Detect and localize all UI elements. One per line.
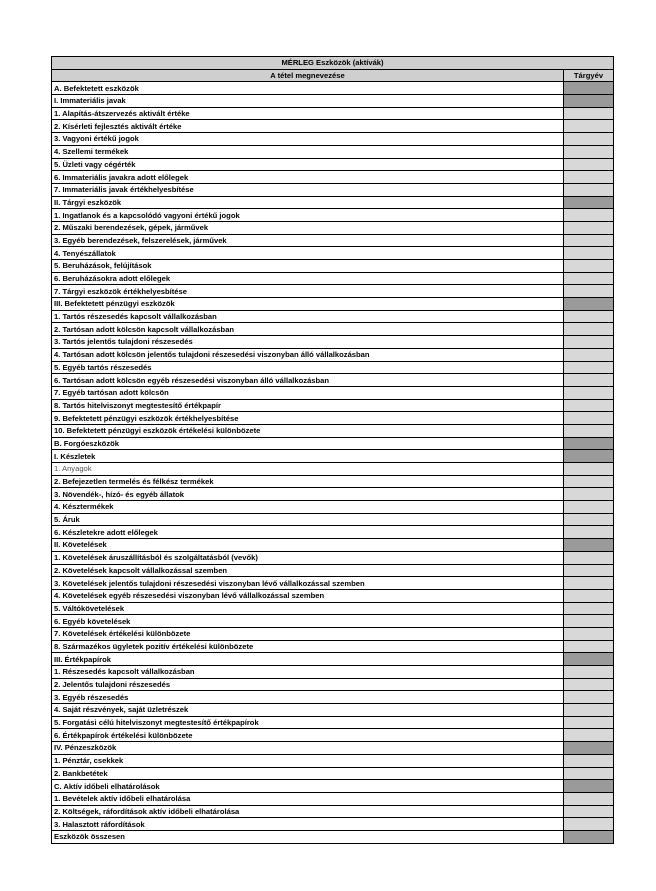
table-row bbox=[52, 691, 614, 704]
table-row bbox=[52, 348, 614, 361]
row-value-cell[interactable] bbox=[564, 247, 614, 260]
table-row bbox=[52, 374, 614, 387]
table-row bbox=[52, 475, 614, 488]
table-row bbox=[52, 805, 614, 818]
row-value-cell[interactable] bbox=[564, 412, 614, 425]
row-value-cell[interactable] bbox=[564, 450, 614, 463]
row-label: 1. Ingatlanok és a kapcsolódó vagyoni értékű jogok bbox=[52, 209, 564, 222]
row-value-cell[interactable] bbox=[564, 704, 614, 717]
row-value-cell[interactable] bbox=[564, 361, 614, 374]
row-value-cell[interactable] bbox=[564, 691, 614, 704]
table-row bbox=[52, 145, 614, 158]
row-value-cell[interactable] bbox=[564, 488, 614, 501]
row-label: 7. Immateriális javak értékhelyesbítése bbox=[52, 183, 564, 196]
row-value-cell[interactable] bbox=[564, 830, 614, 843]
table-row bbox=[52, 386, 614, 399]
row-value-cell[interactable] bbox=[564, 526, 614, 539]
row-value-cell[interactable] bbox=[564, 716, 614, 729]
row-value-cell[interactable] bbox=[564, 82, 614, 95]
row-label: 2. Költségek, ráfordítások aktív időbeli elhatárolása bbox=[52, 805, 564, 818]
row-label: 8. Származékos ügyletek pozitív értékelési különbözete bbox=[52, 640, 564, 653]
row-value-cell[interactable] bbox=[564, 513, 614, 526]
row-label: 1. Követelések áruszállításból és szolgáltatásból (vevők) bbox=[52, 551, 564, 564]
table-row bbox=[52, 716, 614, 729]
table-row bbox=[52, 754, 614, 767]
table-row bbox=[52, 196, 614, 209]
table-row bbox=[52, 412, 614, 425]
title-row bbox=[52, 57, 614, 70]
row-label: 4. Szellemi termékek bbox=[52, 145, 564, 158]
row-value-cell[interactable] bbox=[564, 95, 614, 108]
row-label: 4. Tenyészállatok bbox=[52, 247, 564, 260]
table-row bbox=[52, 310, 614, 323]
row-label: 5. Forgatási célú hitelviszonyt megtestesítő értékpapírok bbox=[52, 716, 564, 729]
table-row bbox=[52, 437, 614, 450]
row-label: 1. Pénztár, csekkek bbox=[52, 754, 564, 767]
row-label: Eszközök összesen bbox=[52, 830, 564, 843]
row-label: 2. Műszaki berendezések, gépek, járművek bbox=[52, 221, 564, 234]
row-label: 9. Befektetett pénzügyi eszközök értékhelyesbítése bbox=[52, 412, 564, 425]
row-value-cell[interactable] bbox=[564, 577, 614, 590]
row-value-cell[interactable] bbox=[564, 171, 614, 184]
row-value-cell[interactable] bbox=[564, 424, 614, 437]
row-label: III. Befektetett pénzügyi eszközök bbox=[52, 298, 564, 311]
row-label: 4. Tartósan adott kölcsön jelentős tulajdoni részesedési viszonyban álló vállalkozásban bbox=[52, 348, 564, 361]
table-row bbox=[52, 830, 614, 843]
row-value-cell[interactable] bbox=[564, 285, 614, 298]
table-row bbox=[52, 551, 614, 564]
row-label: 6. Készletekre adott előlegek bbox=[52, 526, 564, 539]
row-label: 7. Tárgyi eszközök értékhelyesbítése bbox=[52, 285, 564, 298]
row-label: 2. Kísérleti fejlesztés aktivált értéke bbox=[52, 120, 564, 133]
row-value-cell[interactable] bbox=[564, 564, 614, 577]
row-label: 3. Vagyoni értékű jogok bbox=[52, 133, 564, 146]
row-value-cell[interactable] bbox=[564, 792, 614, 805]
row-value-cell[interactable] bbox=[564, 767, 614, 780]
row-value-cell[interactable] bbox=[564, 158, 614, 171]
header-row bbox=[52, 69, 614, 82]
row-value-cell[interactable] bbox=[564, 234, 614, 247]
table-row bbox=[52, 704, 614, 717]
row-label: C. Aktív időbeli elhatárolások bbox=[52, 780, 564, 793]
row-value-cell[interactable] bbox=[564, 653, 614, 666]
row-label: 2. Befejezetlen termelés és félkész termékek bbox=[52, 475, 564, 488]
row-value-cell[interactable] bbox=[564, 336, 614, 349]
row-value-cell[interactable] bbox=[564, 272, 614, 285]
row-label: 6. Tartósan adott kölcsön egyéb részesedési viszonyban álló vállalkozásban bbox=[52, 374, 564, 387]
table-row bbox=[52, 323, 614, 336]
row-label: 6. Értékpapírok értékelési különbözete bbox=[52, 729, 564, 742]
row-label: III. Értékpapírok bbox=[52, 653, 564, 666]
row-value-cell[interactable] bbox=[564, 107, 614, 120]
row-value-cell[interactable] bbox=[564, 640, 614, 653]
row-label: 1. Részesedés kapcsolt vállalkozásban bbox=[52, 666, 564, 679]
table-row bbox=[52, 450, 614, 463]
row-label: 4. Késztermékek bbox=[52, 501, 564, 514]
row-value-cell[interactable] bbox=[564, 780, 614, 793]
row-label: 10. Befektetett pénzügyi eszközök értékelési különbözete bbox=[52, 424, 564, 437]
table-row bbox=[52, 539, 614, 552]
row-value-cell[interactable] bbox=[564, 805, 614, 818]
table-row bbox=[52, 564, 614, 577]
row-label: 5. Beruházások, felújítások bbox=[52, 260, 564, 273]
row-label: A. Befektetett eszközök bbox=[52, 82, 564, 95]
row-label: B. Forgóeszközök bbox=[52, 437, 564, 450]
row-label: 4. Saját részvények, saját üzletrészek bbox=[52, 704, 564, 717]
row-label: 6. Egyéb követelések bbox=[52, 615, 564, 628]
row-value-cell[interactable] bbox=[564, 475, 614, 488]
row-label: II. Tárgyi eszközök bbox=[52, 196, 564, 209]
row-label: 5. Egyéb tartós részesedés bbox=[52, 361, 564, 374]
row-label: 2. Jelentős tulajdoni részesedés bbox=[52, 678, 564, 691]
row-value-cell[interactable] bbox=[564, 818, 614, 831]
row-value-cell[interactable] bbox=[564, 678, 614, 691]
table-row bbox=[52, 424, 614, 437]
table-row bbox=[52, 107, 614, 120]
row-label: 2. Tartósan adott kölcsön kapcsolt vállalkozásban bbox=[52, 323, 564, 336]
row-value-cell[interactable] bbox=[564, 437, 614, 450]
table-row bbox=[52, 95, 614, 108]
row-label: 3. Egyéb berendezések, felszerelések, járművek bbox=[52, 234, 564, 247]
column-header-year: Tárgyév bbox=[564, 69, 614, 82]
table-row bbox=[52, 513, 614, 526]
row-value-cell[interactable] bbox=[564, 615, 614, 628]
row-label: 7. Követelések értékelési különbözete bbox=[52, 627, 564, 640]
table-row bbox=[52, 120, 614, 133]
row-value-cell[interactable] bbox=[564, 386, 614, 399]
row-value-cell[interactable] bbox=[564, 501, 614, 514]
row-label: 5. Áruk bbox=[52, 513, 564, 526]
table-row bbox=[52, 640, 614, 653]
row-value-cell[interactable] bbox=[564, 374, 614, 387]
row-label: 3. Halasztott ráfordítások bbox=[52, 818, 564, 831]
row-value-cell[interactable] bbox=[564, 183, 614, 196]
row-value-cell[interactable] bbox=[564, 298, 614, 311]
table-row bbox=[52, 133, 614, 146]
row-label: 3. Tartós jelentős tulajdoni részesedés bbox=[52, 336, 564, 349]
table-row bbox=[52, 792, 614, 805]
table-row bbox=[52, 209, 614, 222]
row-label: 7. Egyéb tartósan adott kölcsön bbox=[52, 386, 564, 399]
row-value-cell[interactable] bbox=[564, 602, 614, 615]
table-row bbox=[52, 361, 614, 374]
row-label: 1. Bevételek aktív időbeli elhatárolása bbox=[52, 792, 564, 805]
table-row bbox=[52, 627, 614, 640]
table-row bbox=[52, 260, 614, 273]
row-value-cell[interactable] bbox=[564, 666, 614, 679]
table-row bbox=[52, 488, 614, 501]
table-row bbox=[52, 285, 614, 298]
row-value-cell[interactable] bbox=[564, 627, 614, 640]
row-label: 5. Üzleti vagy cégérték bbox=[52, 158, 564, 171]
row-label: 3. Követelések jelentős tulajdoni részesedési viszonyban lévő vállalkozással szemben bbox=[52, 577, 564, 590]
table-row bbox=[52, 742, 614, 755]
balance-sheet-table bbox=[51, 56, 614, 844]
row-value-cell[interactable] bbox=[564, 209, 614, 222]
table-row bbox=[52, 589, 614, 602]
column-header-name: A tétel megnevezése bbox=[52, 69, 564, 82]
row-value-cell[interactable] bbox=[564, 729, 614, 742]
row-label: IV. Pénzeszközök bbox=[52, 742, 564, 755]
table-row bbox=[52, 272, 614, 285]
row-value-cell[interactable] bbox=[564, 310, 614, 323]
sheet-title: MÉRLEG Eszközök (aktívák) bbox=[52, 57, 614, 70]
row-value-cell[interactable] bbox=[564, 196, 614, 209]
row-label: 8. Tartós hitelviszonyt megtestesítő értékpapír bbox=[52, 399, 564, 412]
row-value-cell[interactable] bbox=[564, 133, 614, 146]
table-row bbox=[52, 602, 614, 615]
table-row bbox=[52, 678, 614, 691]
row-value-cell[interactable] bbox=[564, 323, 614, 336]
row-label: 5. Váltókövetelések bbox=[52, 602, 564, 615]
row-label: II. Követelések bbox=[52, 539, 564, 552]
table-row bbox=[52, 501, 614, 514]
row-value-cell[interactable] bbox=[564, 145, 614, 158]
row-value-cell[interactable] bbox=[564, 399, 614, 412]
row-value-cell[interactable] bbox=[564, 754, 614, 767]
table-row bbox=[52, 767, 614, 780]
table-row bbox=[52, 336, 614, 349]
row-label: I. Készletek bbox=[52, 450, 564, 463]
row-label: I. Immateriális javak bbox=[52, 95, 564, 108]
table-row bbox=[52, 399, 614, 412]
table-row bbox=[52, 818, 614, 831]
row-value-cell[interactable] bbox=[564, 260, 614, 273]
row-label: 4. Követelések egyéb részesedési viszonyban lévő vállalkozással szemben bbox=[52, 589, 564, 602]
table-row bbox=[52, 780, 614, 793]
table-row bbox=[52, 247, 614, 260]
table-row bbox=[52, 298, 614, 311]
row-label: 1. Alapítás-átszervezés aktivált értéke bbox=[52, 107, 564, 120]
row-label: 1. Tartós részesedés kapcsolt vállalkozásban bbox=[52, 310, 564, 323]
row-value-cell[interactable] bbox=[564, 120, 614, 133]
row-value-cell[interactable] bbox=[564, 539, 614, 552]
table-row bbox=[52, 653, 614, 666]
row-value-cell[interactable] bbox=[564, 221, 614, 234]
row-label: 3. Egyéb részesedés bbox=[52, 691, 564, 704]
table-row bbox=[52, 158, 614, 171]
row-value-cell[interactable] bbox=[564, 348, 614, 361]
table-row bbox=[52, 463, 614, 476]
table-row bbox=[52, 729, 614, 742]
row-value-cell[interactable] bbox=[564, 589, 614, 602]
table-row bbox=[52, 615, 614, 628]
table-row bbox=[52, 577, 614, 590]
row-value-cell[interactable] bbox=[564, 551, 614, 564]
row-label: 2. Követelések kapcsolt vállalkozással szemben bbox=[52, 564, 564, 577]
row-label: 3. Növendék-, hízó- és egyéb állatok bbox=[52, 488, 564, 501]
row-label: 1. Anyagok bbox=[52, 463, 564, 476]
table-row bbox=[52, 82, 614, 95]
table-row bbox=[52, 171, 614, 184]
row-label: 6. Beruházásokra adott előlegek bbox=[52, 272, 564, 285]
table-row bbox=[52, 234, 614, 247]
table-row bbox=[52, 666, 614, 679]
table-row bbox=[52, 221, 614, 234]
table-row bbox=[52, 183, 614, 196]
table-row bbox=[52, 526, 614, 539]
row-label: 2. Bankbetétek bbox=[52, 767, 564, 780]
row-label: 6. Immateriális javakra adott előlegek bbox=[52, 171, 564, 184]
row-value-cell[interactable] bbox=[564, 463, 614, 476]
row-value-cell[interactable] bbox=[564, 742, 614, 755]
